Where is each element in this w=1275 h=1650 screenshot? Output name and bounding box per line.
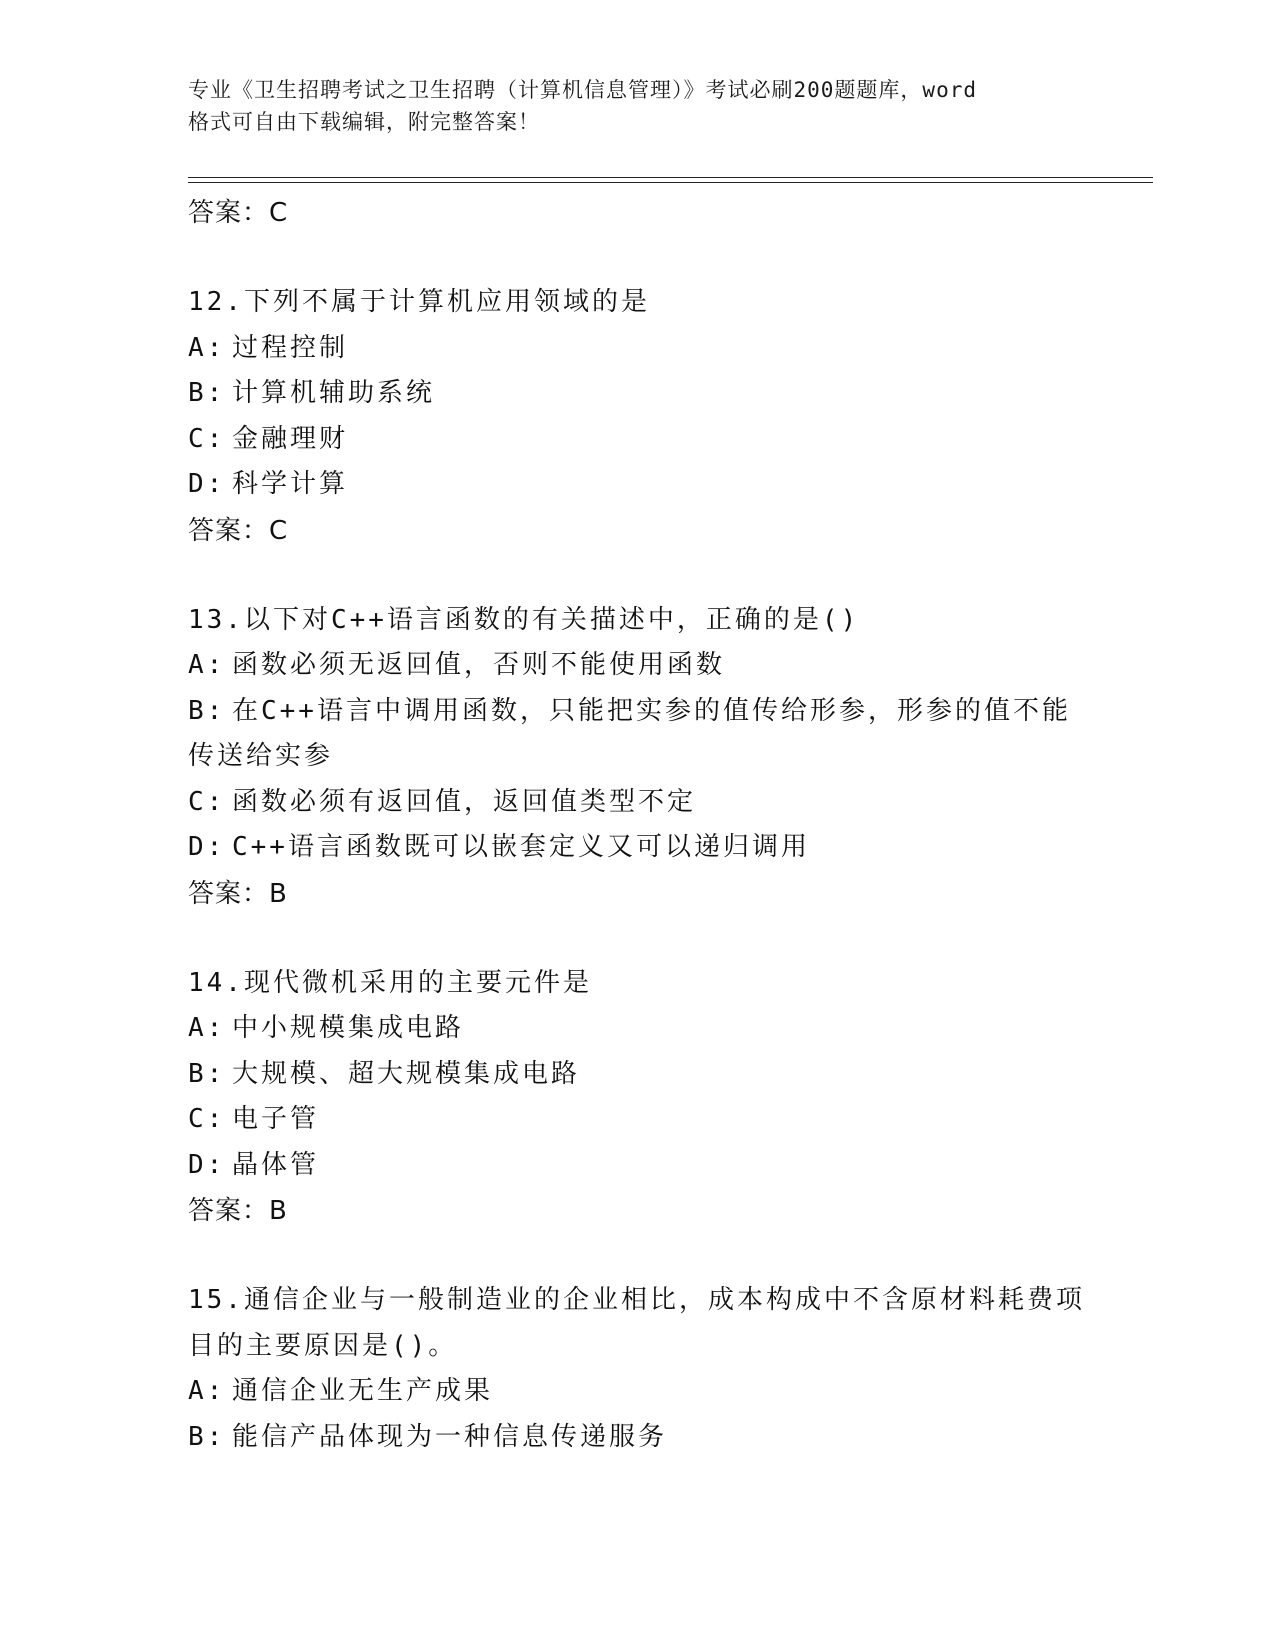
header-line-2: 格式可自由下载编辑，附完整答案！	[188, 110, 540, 134]
option-text: C++语言函数既可以嵌套定义又可以递归调用	[232, 832, 810, 862]
option-letter: C:	[188, 786, 226, 817]
question-text: 13.以下对C++语言函数的有关描述中，正确的是()	[188, 604, 860, 635]
option-text: 金融理财	[232, 423, 349, 454]
answer-line: 答案：B	[188, 878, 288, 909]
option-letter: B:	[188, 695, 226, 726]
option-letter: B:	[188, 1421, 226, 1452]
question-block	[188, 961, 1088, 1235]
option-d	[188, 1143, 1088, 1189]
header-line-1: 专业《卫生招聘考试之卫生招聘（计算机信息管理）》考试必刷200题题库，word	[188, 78, 977, 102]
option-text: 大规模、超大规模集成电路	[232, 1058, 581, 1089]
question-text: 12.下列不属于计算机应用领域的是	[188, 287, 650, 317]
option-letter: A:	[188, 332, 226, 363]
answer-line: 答案：B	[188, 1196, 288, 1226]
option-a	[188, 643, 1088, 689]
spacer	[188, 236, 1088, 280]
option-b	[188, 1415, 1088, 1461]
option-letter: C:	[188, 1104, 226, 1134]
option-a	[188, 326, 1088, 372]
option-b	[188, 371, 1088, 417]
option-letter: B:	[188, 1058, 226, 1089]
option-letter: C:	[188, 423, 226, 454]
header-divider-top	[188, 177, 1153, 178]
option-text: 计算机辅助系统	[232, 378, 436, 408]
option-text: 在C++语言中调用函数，只能把实参的值传给形参，形参的值不能传送给实参	[188, 695, 1071, 771]
option-text: 通信企业无生产成果	[232, 1376, 494, 1406]
option-a	[188, 1006, 1088, 1052]
option-text: 能信产品体现为一种信息传递服务	[232, 1421, 668, 1452]
document-header	[188, 74, 1088, 138]
option-b	[188, 1052, 1088, 1098]
option-text: 晶体管	[232, 1149, 320, 1180]
question-block	[188, 1278, 1088, 1460]
spacer	[188, 1234, 1088, 1278]
option-letter: A:	[188, 1013, 226, 1043]
question-text: 14.现代微机采用的主要元件是	[188, 967, 592, 998]
question-text: 15.通信企业与一般制造业的企业相比，成本构成中不含原材料耗费项目的主要原因是()。	[188, 1285, 1085, 1361]
option-d	[188, 825, 1088, 871]
option-text: 科学计算	[232, 469, 349, 499]
option-letter: B:	[188, 378, 226, 408]
option-text: 中小规模集成电路	[232, 1013, 465, 1043]
option-text: 电子管	[232, 1104, 320, 1134]
option-letter: D:	[188, 1149, 226, 1180]
document-body	[188, 190, 1088, 1460]
spacer	[188, 554, 1088, 598]
question-block	[188, 598, 1088, 917]
option-letter: A:	[188, 1376, 226, 1406]
header-divider-bottom	[188, 182, 1153, 183]
answer-line: 答案：C	[188, 198, 289, 228]
option-d	[188, 462, 1088, 508]
question-block	[188, 280, 1088, 554]
option-c	[188, 417, 1088, 463]
spacer	[188, 917, 1088, 961]
answer-line: 答案：C	[188, 515, 289, 546]
option-letter: A:	[188, 650, 226, 680]
option-letter: D:	[188, 469, 226, 499]
option-b	[188, 689, 1088, 780]
option-c	[188, 1097, 1088, 1143]
option-c	[188, 780, 1088, 826]
option-text: 函数必须有返回值，返回值类型不定	[232, 786, 697, 817]
option-text: 函数必须无返回值，否则不能使用函数	[232, 650, 726, 680]
option-text: 过程控制	[232, 332, 349, 363]
option-letter: D:	[188, 832, 226, 862]
option-a	[188, 1369, 1088, 1415]
